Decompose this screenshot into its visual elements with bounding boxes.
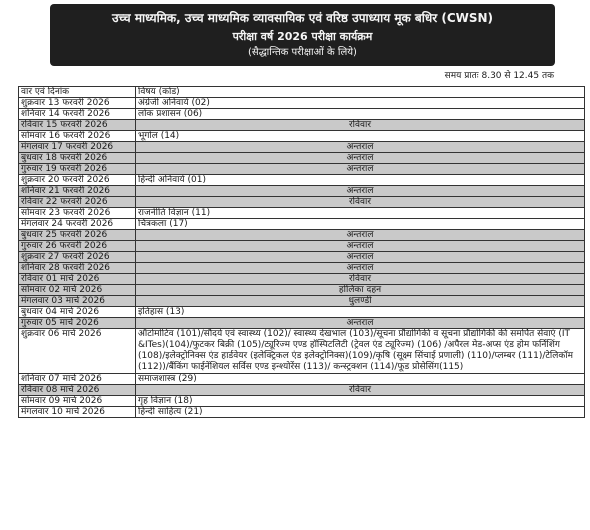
column-header-subject: विषय (कोड) — [136, 87, 585, 98]
row-subject: चित्रकला (17) — [136, 219, 585, 230]
row-date: शनिवार 21 फरवरी 2026 — [19, 186, 136, 197]
row-date: रविवार 15 फरवरी 2026 — [19, 120, 136, 131]
row-subject: ऑटोमोटिव (101)/सौंदर्य एवं स्वास्थ्य (102)/ स्वास्थ्य देखभाल (103)/सूचना प्रौद्योगिकी व सूचना प्रौद्योगिकी की समर्पित सेवाएं (IT &ITes)(104)/फुटकर बिक्री (105)/ट्यूरिज्म एण्ड हॉस्पिटलिटी (ट्रेवल एंड ट्यूरिज्म) (106) /अपैरल मेड-अप्स एंड होम फर्निशिंग (108)/इलेक्ट्रोनिक्स एंड हार्डवेयर (इलेक्ट्रिकल एंड इलेक्ट्रोनिक्स)(109)/कृषि (सूक्ष्म सिंचाई प्रणाली) (110)/प्लम्बर (111)/टेलिकॉम (112))/बैंकिंग फाईनेंशियल सर्विस एण्ड इन्श्योरेंस (113)/ कन्स्ट्रक्शन (114)/फूड प्रोसेसिंग(115) — [136, 329, 585, 374]
row-subject: अन्तराल — [136, 153, 585, 164]
table-row — [19, 241, 585, 252]
table-row — [19, 285, 585, 296]
row-subject: अन्तराल — [136, 241, 585, 252]
schedule-rows — [19, 98, 585, 418]
row-subject: अन्तराल — [136, 318, 585, 329]
exam-timing: समय प्रातः 8.30 से 12.45 तक — [444, 71, 554, 81]
row-date: शुक्रवार 13 फरवरी 2026 — [19, 98, 136, 109]
row-subject: रविवार — [136, 274, 585, 285]
row-subject: हिन्दी साहित्य (21) — [136, 407, 585, 418]
row-subject: अन्तराल — [136, 263, 585, 274]
schedule-table — [18, 86, 585, 418]
table-row — [19, 120, 585, 131]
row-date: रविवार 08 मार्च 2026 — [19, 385, 136, 396]
row-subject: रविवार — [136, 385, 585, 396]
table-row — [19, 263, 585, 274]
row-date: शुक्रवार 06 मार्च 2026 — [19, 329, 136, 374]
table-row — [19, 385, 585, 396]
row-date: शनिवार 07 मार्च 2026 — [19, 374, 136, 385]
row-subject: धुलण्डी — [136, 296, 585, 307]
table-row — [19, 396, 585, 407]
row-subject: होलिका दहन — [136, 285, 585, 296]
row-subject: रविवार — [136, 197, 585, 208]
row-date: शुक्रवार 20 फरवरी 2026 — [19, 175, 136, 186]
table-row — [19, 164, 585, 175]
table-row — [19, 98, 585, 109]
table-row — [19, 153, 585, 164]
table-row — [19, 230, 585, 241]
table-row — [19, 175, 585, 186]
table-header-row — [19, 87, 585, 98]
header-subtitle: परीक्षा वर्ष 2026 परीक्षा कार्यक्रम — [232, 30, 373, 43]
row-subject: समाजशास्त्र (29) — [136, 374, 585, 385]
row-date: मंगलवार 10 मार्च 2026 — [19, 407, 136, 418]
table-row — [19, 131, 585, 142]
row-date: शनिवार 28 फरवरी 2026 — [19, 263, 136, 274]
row-date: गुरुवार 05 मार्च 2026 — [19, 318, 136, 329]
table-row — [19, 197, 585, 208]
row-date: बुधवार 04 मार्च 2026 — [19, 307, 136, 318]
table-row — [19, 296, 585, 307]
table-row — [19, 407, 585, 418]
column-header-date: वार एवं दिनांक — [19, 87, 136, 98]
row-subject: राजनीति विज्ञान (11) — [136, 208, 585, 219]
row-subject: अन्तराल — [136, 252, 585, 263]
row-subject: अंग्रेजी अनिवार्य (02) — [136, 98, 585, 109]
row-subject: लोक प्रशासन (06) — [136, 109, 585, 120]
row-subject: गृह विज्ञान (18) — [136, 396, 585, 407]
table-row — [19, 142, 585, 153]
table-row — [19, 307, 585, 318]
row-date: मंगलवार 17 फरवरी 2026 — [19, 142, 136, 153]
document-header — [50, 4, 555, 66]
row-subject: अन्तराल — [136, 142, 585, 153]
row-date: गुरुवार 19 फरवरी 2026 — [19, 164, 136, 175]
table-row — [19, 186, 585, 197]
row-subject: हिन्दी अनिवार्य (01) — [136, 175, 585, 186]
row-subject: रविवार — [136, 120, 585, 131]
row-subject: अन्तराल — [136, 186, 585, 197]
header-title: उच्च माध्यमिक, उच्च माध्यमिक व्यावसायिक एवं वरिष्ठ उपाध्याय मूक बधिर (CWSN) — [111, 11, 494, 25]
table-row — [19, 252, 585, 263]
row-subject: भूगोल (14) — [136, 131, 585, 142]
row-date: बुधवार 18 फरवरी 2026 — [19, 153, 136, 164]
row-date: रविवार 01 मार्च 2026 — [19, 274, 136, 285]
row-date: गुरुवार 26 फरवरी 2026 — [19, 241, 136, 252]
row-date: सोमवार 09 मार्च 2026 — [19, 396, 136, 407]
row-date: सोमवार 23 फरवरी 2026 — [19, 208, 136, 219]
row-subject: अन्तराल — [136, 164, 585, 175]
table-row — [19, 208, 585, 219]
row-date: मंगलवार 24 फरवरी 2026 — [19, 219, 136, 230]
table-row — [19, 374, 585, 385]
table-row — [19, 329, 585, 374]
row-subject: इतिहास (13) — [136, 307, 585, 318]
row-date: रविवार 22 फरवरी 2026 — [19, 197, 136, 208]
table-row — [19, 274, 585, 285]
row-date: सोमवार 02 मार्च 2026 — [19, 285, 136, 296]
row-date: शुक्रवार 27 फरवरी 2026 — [19, 252, 136, 263]
table-row — [19, 109, 585, 120]
row-date: सोमवार 16 फरवरी 2026 — [19, 131, 136, 142]
row-date: बुधवार 25 फरवरी 2026 — [19, 230, 136, 241]
row-date: शनिवार 14 फरवरी 2026 — [19, 109, 136, 120]
row-date: मंगलवार 03 मार्च 2026 — [19, 296, 136, 307]
table-row — [19, 318, 585, 329]
header-note: (सैद्धान्तिक परीक्षाओं के लिये) — [248, 47, 357, 58]
table-row — [19, 219, 585, 230]
row-subject: अन्तराल — [136, 230, 585, 241]
